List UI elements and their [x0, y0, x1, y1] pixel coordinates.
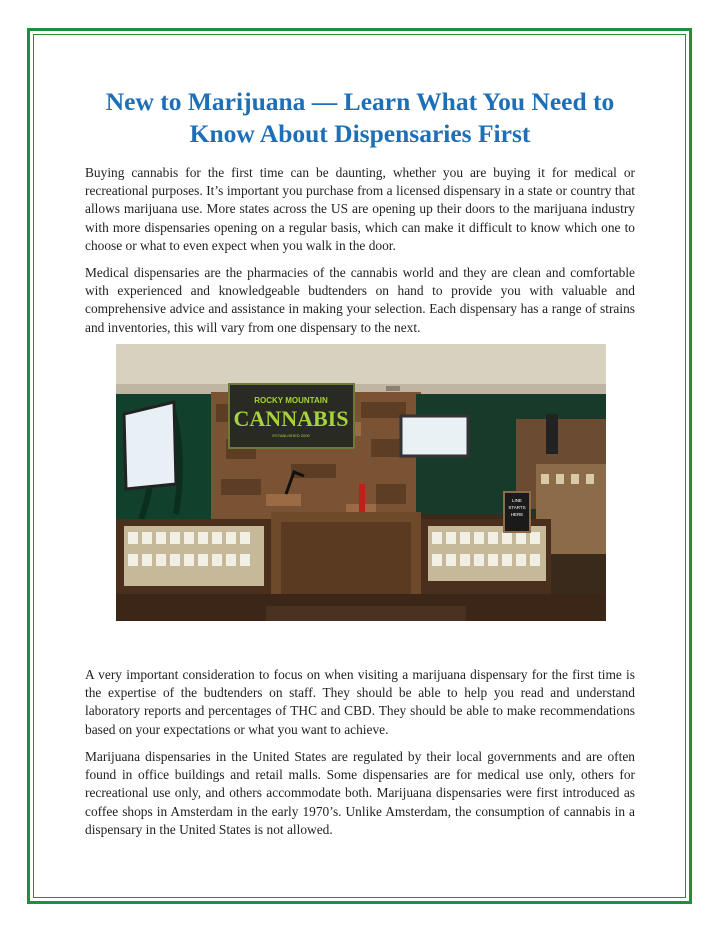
easel-line-3: HERE: [510, 512, 524, 517]
dispensary-photo: [116, 344, 606, 621]
sign-main-text: CANNABIS: [233, 406, 349, 431]
ceiling: [116, 344, 606, 384]
easel-line-2: STARTS: [508, 505, 526, 510]
right-tv-screen: [401, 416, 468, 456]
sign-sub-text: ESTABLISHED 2009: [272, 433, 310, 438]
article-title: New to Marijuana — Learn What You Need to Know About Dispensaries First: [105, 87, 615, 148]
paragraph-2: Medical dispensaries are the pharmacies of the cannabis world and they are clean and comfortable with experienced and knowledgeable budtenders on hand to provide you with valuable and comprehensive advice and assistance in making your selection. Each dispensary has a range of strains and inventories, this will vary from one dispensary to the next.: [85, 265, 635, 335]
paragraph-3: A very important consideration to focus on when visiting a marijuana dispensary for the first time is the expertise of the budtenders on staff. They should be able to help you read and understand laboratory reports and percentages of THC and CBD. They should be able to make recommendations based on your expectations or what you want to achieve.: [85, 667, 635, 737]
paragraph-1: Buying cannabis for the first time can be daunting, whether you are buying it for medical or recreational purposes. It’s important you purchase from a licensed dispensary in a state or country that allows marijuana use. More states across the US are opening up their doors to the marijuana industry with more dispensaries opening on a regular basis, which can make it difficult to know which one to choose or what to even expect when you walk in the door.: [85, 165, 635, 253]
paragraph-4: Marijuana dispensaries in the United States are regulated by their local governments and are often found in office buildings and retail malls. Some dispensaries are for medical use only, others for recreational use only, and others accommodate both. Marijuana dispensaries were first introduced as coffee shops in Amsterdam in the early 1970’s. Unlike Amsterdam, the consumption of cannabis in a dispensary in the United States is not allowed.: [85, 749, 635, 837]
easel-line-1: LINE: [511, 498, 523, 503]
left-tv-screen: [124, 402, 176, 489]
sign-top-text: ROCKY MOUNTAIN: [254, 396, 328, 405]
